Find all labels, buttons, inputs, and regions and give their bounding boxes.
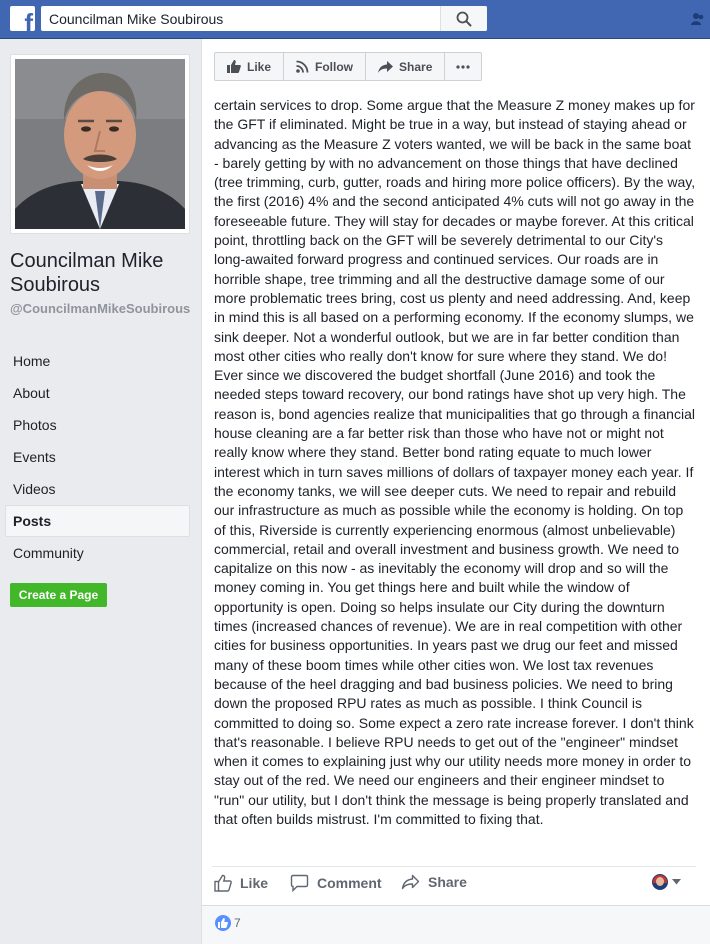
nav-item-home[interactable]: Home <box>13 353 51 369</box>
reaction-count[interactable]: 7 <box>234 916 241 930</box>
page-follow-button[interactable] <box>284 53 366 80</box>
page-name[interactable]: Councilman Mike Soubirous <box>10 250 164 296</box>
create-page-button[interactable]: Create a Page <box>10 583 107 607</box>
friend-requests-icon[interactable] <box>691 12 705 26</box>
chevron-down-icon <box>672 879 681 885</box>
more-dots-icon <box>456 65 470 69</box>
profile-picture[interactable] <box>10 54 190 234</box>
top-bar <box>0 0 710 39</box>
post-action-bar <box>212 866 696 898</box>
post-share-button[interactable] <box>401 874 467 890</box>
page-handle[interactable]: @CouncilmanMikeSoubirous <box>10 301 191 316</box>
page-follow-label: Follow <box>315 59 354 74</box>
speech-bubble-icon <box>290 874 309 892</box>
post-comment-button[interactable] <box>290 874 382 892</box>
search-box <box>41 6 487 31</box>
page-share-button[interactable] <box>366 53 445 80</box>
facebook-logo-letter: f <box>24 8 33 31</box>
nav-item-events[interactable]: Events <box>13 449 56 465</box>
reactions-bar <box>202 905 710 944</box>
nav-item-community[interactable]: Community <box>13 545 84 561</box>
share-arrow-icon <box>378 61 393 73</box>
page-nav <box>5 345 190 569</box>
thumbs-up-icon <box>218 918 228 928</box>
page-action-bar <box>214 52 482 81</box>
thumbs-up-outline-icon <box>214 874 232 892</box>
page-share-label: Share <box>399 59 433 74</box>
post-audience-selector[interactable] <box>652 874 681 890</box>
profile-photo <box>15 59 185 229</box>
thumbs-up-icon <box>227 60 241 73</box>
nav-item-videos[interactable]: Videos <box>13 481 56 497</box>
page-like-button[interactable] <box>215 53 284 80</box>
post-share-label: Share <box>428 874 467 890</box>
post-like-button[interactable] <box>214 874 268 892</box>
facebook-logo[interactable] <box>10 6 35 31</box>
page-like-label: Like <box>247 59 272 74</box>
rss-icon <box>296 60 309 73</box>
viewer-avatar <box>652 874 668 890</box>
post-comment-label: Comment <box>317 875 382 891</box>
nav-item-posts[interactable]: Posts <box>5 505 190 537</box>
like-reaction-icon[interactable] <box>215 915 231 931</box>
magnifier-icon <box>456 11 472 27</box>
search-button[interactable] <box>440 6 487 31</box>
nav-item-about[interactable]: About <box>13 385 50 401</box>
nav-item-photos[interactable]: Photos <box>13 417 57 433</box>
post-body-text: certain services to drop. Some argue that the Measure Z money makes up for the GFT if eliminated. Might be true in a way, but instead of staying ahead or advancing as the Measure Z voters wanted, we will be back in the same boat - barely getting by with no advancement on those things that have declined (tree trimming, curb, gutter, roads and hiring more police officers). By the way, the first (2016) 4% and the second anticipated 4% cuts will not go away in the foreseeable future. They will stay for decades or maybe forever. At this critical point, throttling back on the GFT will be severely detrimental to our City's long-awaited forward progress and continued services. Our roads are in horrible shape, tree trimming and all the destructive damage some of our more problematic trees bring, cost us plenty and need addressing. And, keep in mind this is all based on a performing economy. If the economy slumps, we sink deeper. Not a wonderful outlook, but we are in far better condition than most other cities who really don't know for sure where they stand. We do! Ever since we discovered the budget shortfall (June 2016) and took the needed steps toward recovery, our bond ratings have shot up very high. The reason is, bond agencies realize that municipalities that go through a financial house cleaning are a far better risk than those who have not or might not really know where they stand. Better bond rating equate to much lower interest which in turn saves millions of dollars of taxpayer money each year. If the economy tanks, we will see deeper cuts. We need to repair and rebuild our infrastructure as much as possible while the economy is holding. On top of this, Riverside is currently experiencing enormous (almost unbelievable) commercial, retail and overall investment and business growth. We need to capitalize on this now - as inevitably the economy will drop and so will the money coming in. You get things here and built while the window of opportunity is open. Doing so helps insulate our City during the downturn times (increased chances of revenue). We are in real competition with other cities for business opportunities. In years past we drug our feet and missed many of these boom times while other cities won. We lost tax revenues because of the heel dragging and bad business policies. We need to bring down the proposed RPU rates as much as possible. I think Council is committed to doing so. Some expect a zero rate increase forever. I don't think that's reasonable. I believe RPU needs to get out of the "engineer" mindset when it comes to explaining just why our utility needs more money in order to stay out of the red. We need our engineers and their engineer mindset to "run" our utility, but I don't think the message is being properly translated and that often builds mistrust. I'm committed to fixing that. <box>214 97 696 827</box>
search-input[interactable] <box>41 6 441 31</box>
post-like-label: Like <box>240 875 269 891</box>
share-arrow-icon <box>401 874 420 890</box>
page-more-button[interactable] <box>445 53 481 80</box>
